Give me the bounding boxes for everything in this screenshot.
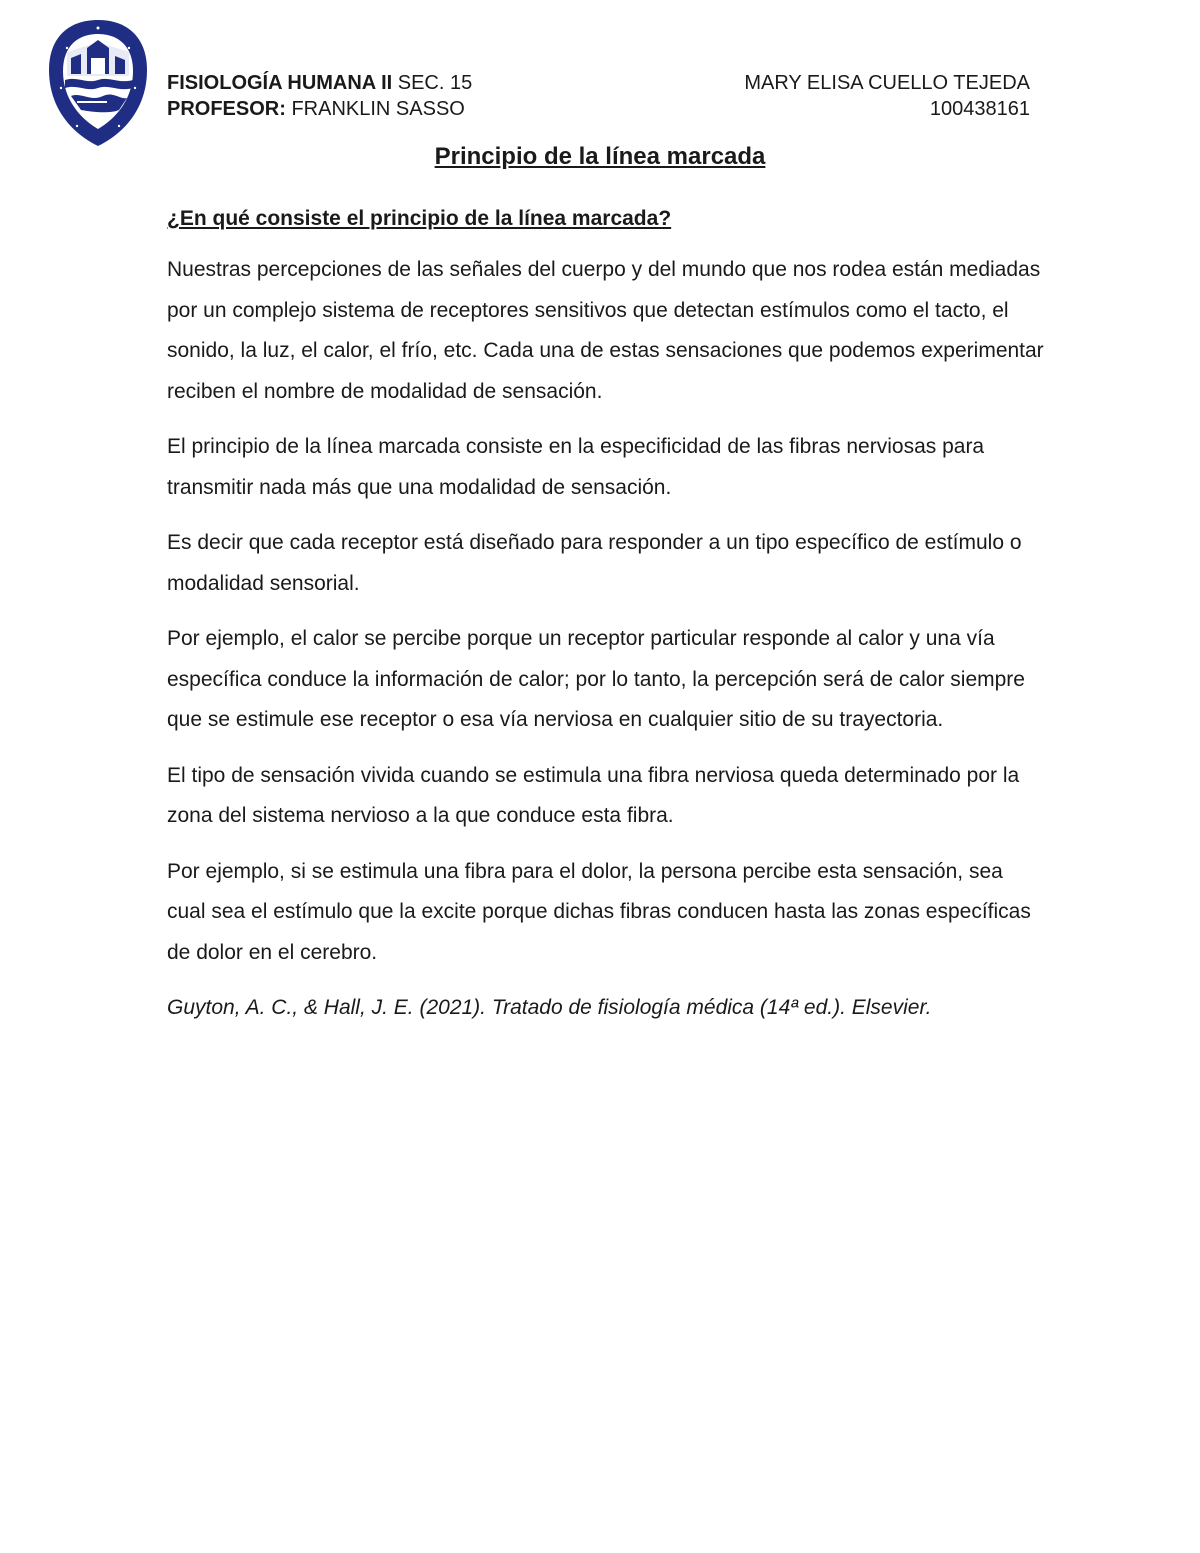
paragraph: Por ejemplo, si se estimula una fibra para el dolor, la persona percibe esta sensación, sea cual sea el estímulo que la excite porque dichas fibras conducen hasta las zonas específicas de dolor en el cerebro. — [167, 859, 1031, 964]
section-question: ¿En qué consiste el principio de la línea marcada? — [167, 207, 672, 230]
paragraph: Nuestras percepciones de las señales del cuerpo y del mundo que nos rodea están mediadas por un complejo sistema de receptores sensitivos que detectan estímulos como el tacto, el sonido, la luz, el calor, el frío, etc. Cada una de estas sensaciones que podemos experimentar reciben el nombre de modalidad de sensación. — [167, 258, 1044, 403]
student-name: MARY ELISA CUELLO TEJEDA — [744, 72, 1030, 94]
professor-label: PROFESOR: — [167, 98, 286, 120]
paragraph: El tipo de sensación vivida cuando se estimula una fibra nerviosa queda determinado por la zona del sistema nervioso a la que conduce esta fibra. — [167, 763, 1020, 827]
university-seal-logo — [47, 18, 149, 148]
professor-name: FRANKLIN SASSO — [291, 98, 465, 120]
bibliographic-reference: Guyton, A. C., & Hall, J. E. (2021). Tratado de fisiología médica (14ª ed.). Elsevier. — [167, 996, 932, 1019]
professor-info — [167, 96, 465, 122]
document-body — [167, 204, 1047, 1029]
document-title: Principio de la línea marcada — [434, 143, 766, 170]
course-info — [167, 70, 472, 96]
course-section: SEC. 15 — [397, 72, 473, 94]
header-row-professor — [167, 96, 1030, 122]
course-label: FISIOLOGÍA HUMANA II — [167, 72, 393, 94]
paragraph: Es decir que cada receptor está diseñado para responder a un tipo específico de estímulo o modalidad sensorial. — [167, 531, 1022, 595]
header-row-course — [167, 70, 1030, 96]
paragraph: El principio de la línea marcada consiste en la especificidad de las fibras nerviosas para transmitir nada más que una modalidad de sensación. — [167, 435, 985, 499]
document-header — [167, 70, 1030, 122]
student-id: 100438161 — [929, 98, 1030, 120]
paragraph: Por ejemplo, el calor se percibe porque un receptor particular responde al calor y una vía específica conduce la información de calor; por lo tanto, la percepción será de calor siempre que se estimule ese receptor o esa vía nerviosa en cualquier sitio de su trayectoria. — [167, 627, 1025, 731]
